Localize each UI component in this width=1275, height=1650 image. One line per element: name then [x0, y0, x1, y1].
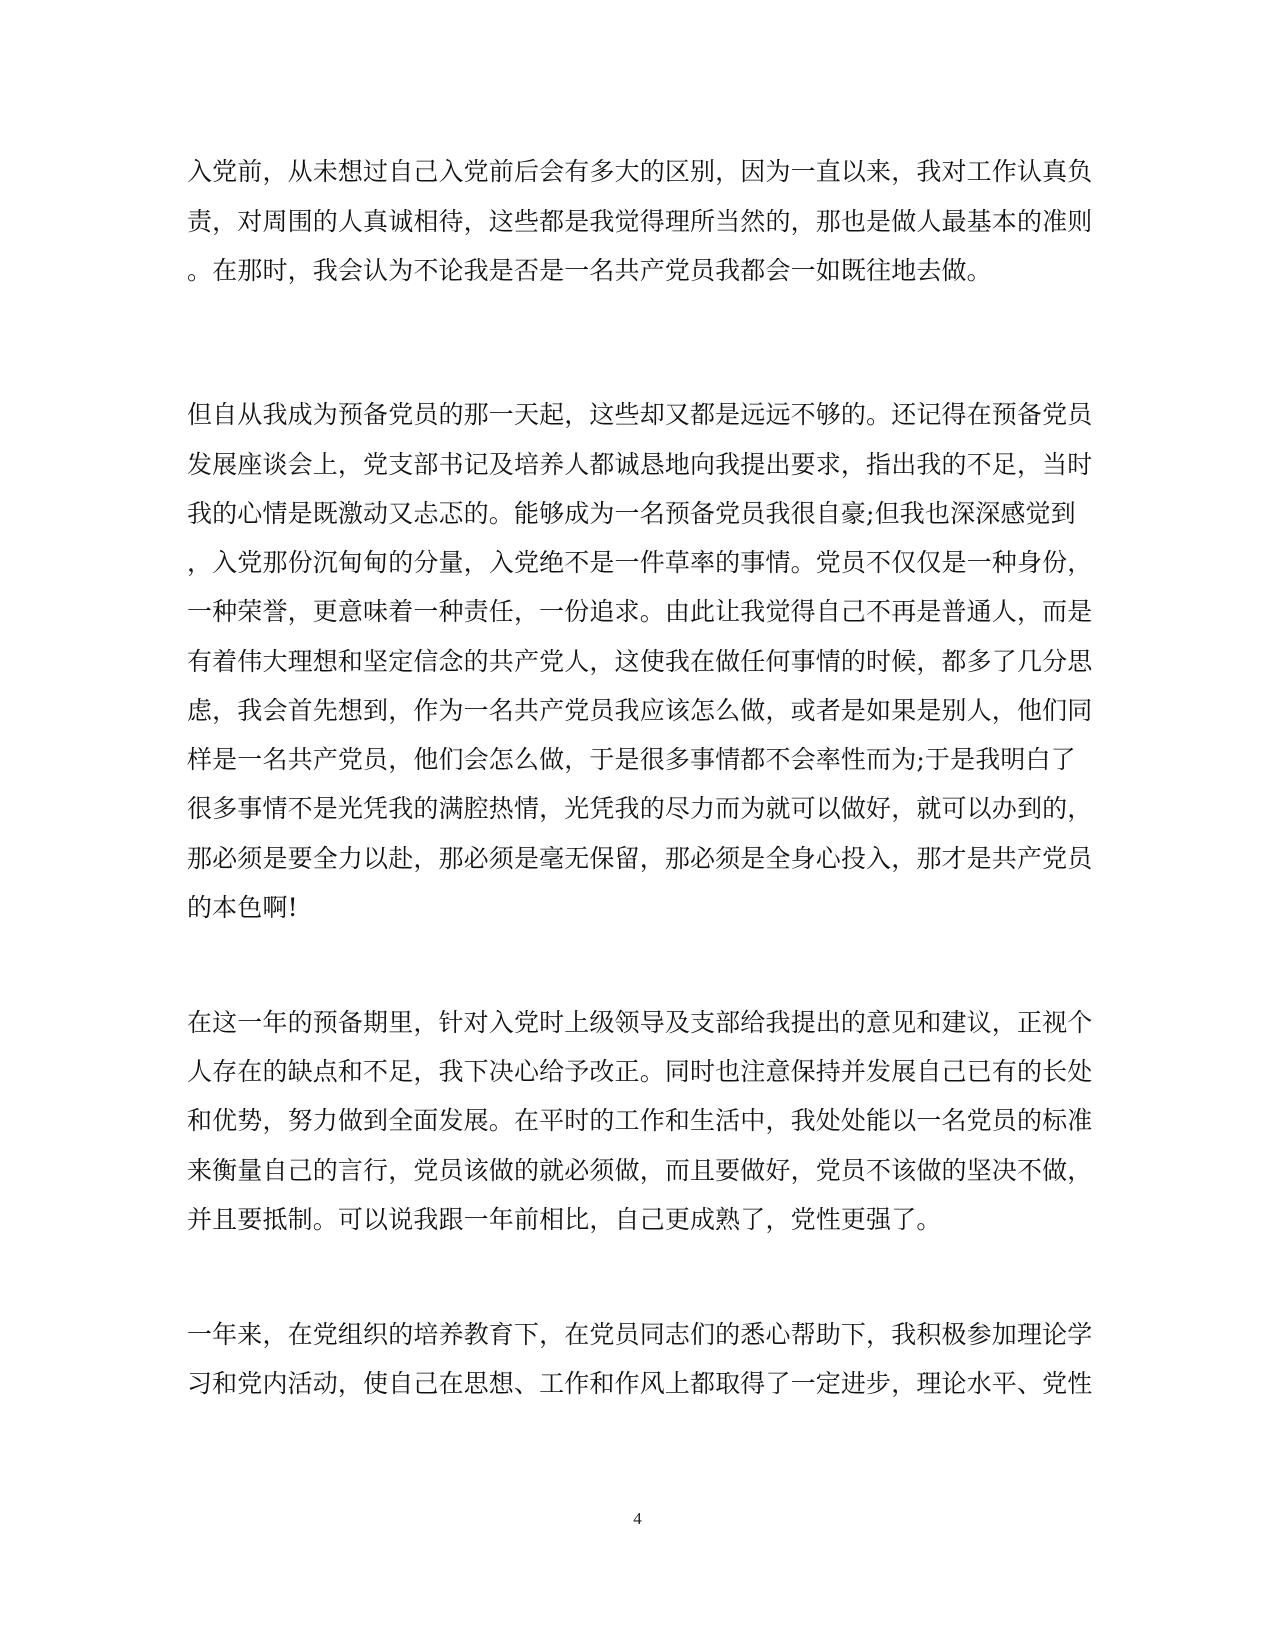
text-line: 有着伟大理想和坚定信念的共产党人，这使我在做任何事情的时候，都多了几分思 — [187, 647, 1093, 676]
text-line: 并且要抵制。可以说我跟一年前相比，自己更成熟了，党性更强了。 — [187, 1205, 942, 1234]
text-line: 一种荣誉，更意味着一种责任，一份追求。由此让我觉得自己不再是普通人，而是 — [187, 597, 1093, 626]
text-line: 我的心情是既激动又忐忑的。能够成为一名预备党员我很自豪;但我也深深感觉到 — [187, 499, 1076, 528]
text-line: 样是一名共产党员，他们会怎么做，于是很多事情都不会率性而为;于是我明白了 — [187, 745, 1076, 774]
text-line: 在这一年的预备期里，针对入党时上级领导及支部给我提出的意见和建议，正视个 — [187, 1008, 1093, 1037]
text-line: 的本色啊! — [187, 893, 298, 922]
text-line: 但自从我成为预备党员的那一天起，这些却又都是远远不够的。还记得在预备党员 — [187, 400, 1093, 429]
text-line: 和优势，努力做到全面发展。在平时的工作和生活中，我处处能以一名党员的标准 — [187, 1106, 1093, 1135]
text-line: 虑，我会首先想到，作为一名共产党员我应该怎么做，或者是如果是别人，他们同 — [187, 696, 1093, 725]
text-line: 发展座谈会上，党支部书记及培养人都诚恳地向我提出要求，指出我的不足，当时 — [187, 450, 1093, 479]
text-line: 来衡量自己的言行，党员该做的就必须做，而且要做好，党员不该做的坚决不做， — [187, 1156, 1093, 1185]
text-line: 很多事情不是光凭我的满腔热情，光凭我的尽力而为就可以做好，就可以办到的， — [187, 794, 1093, 823]
page-number: 4 — [633, 1509, 642, 1528]
text-line: 那必须是要全力以赴，那必须是毫无保留，那必须是全身心投入，那才是共产党员 — [187, 844, 1093, 873]
text-line: 人存在的缺点和不足，我下决心给予改正。同时也注意保持并发展自己已有的长处 — [187, 1057, 1093, 1086]
text-line: 责，对周围的人真诚相待，这些都是我觉得理所当然的，那也是做人最基本的准则 — [187, 207, 1093, 236]
text-line: 。在那时，我会认为不论我是否是一名共产党员我都会一如既往地去做。 — [187, 256, 992, 285]
text-line: ，入党那份沉甸甸的分量，入党绝不是一件草率的事情。党员不仅仅是一种身份， — [187, 548, 1093, 577]
text-line: 习和党内活动，使自己在思想、工作和作风上都取得了一定进步，理论水平、党性 — [187, 1369, 1093, 1398]
text-line: 一年来，在党组织的培养教育下，在党员同志们的悉心帮助下，我积极参加理论学 — [187, 1320, 1093, 1349]
text-line: 入党前，从未想过自己入党前后会有多大的区别，因为一直以来，我对工作认真负 — [187, 157, 1093, 186]
